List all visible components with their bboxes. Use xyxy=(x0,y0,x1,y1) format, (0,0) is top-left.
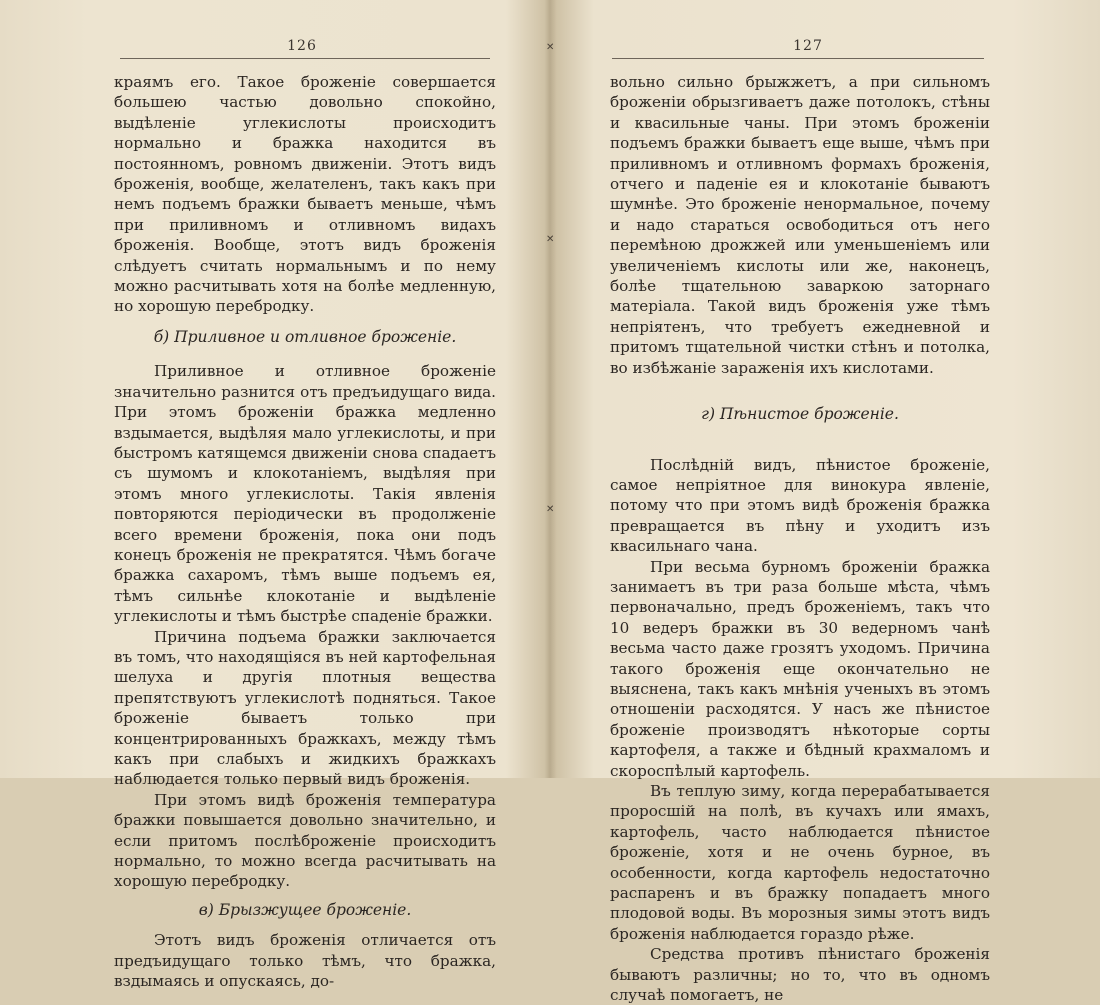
binding-stitch-mark: ✕ xyxy=(546,234,555,245)
paragraph: При этомъ видѣ броженія температура бражки повышается довольно значительно, и если притомъ послѣброженіе происходитъ нормально, то можно всегда расчитывать на хорошую перебродку. xyxy=(114,790,496,891)
paragraph: Приливное и отливное броженіе значительно разнится отъ предъидущаго вида. При этомъ броженіи бражка медленно вздымается, выдѣляя мало углекислоты, и при быстромъ катящемся движеніи снова спадаетъ съ шумомъ и клокотаніемъ, выдѣляя при этомъ много углекислоты. Такія явленія повторяются періодически въ продолженіе всего времени броженія, пока они подъ конецъ броженія не прекратятся. Чѣмъ богаче бражка сахаромъ, тѣмъ выше подъемъ ея, тѣмъ сильнѣе клокотаніе и выдѣленіе углекислоты и тѣмъ быстрѣе спаденіе бражки. xyxy=(114,362,496,626)
header-rule xyxy=(612,58,984,59)
page-number: 127 xyxy=(793,38,823,54)
left-body-text xyxy=(114,72,496,991)
section-heading: в) Брызжущее броженіе. xyxy=(198,900,412,919)
left-page xyxy=(0,0,550,991)
right-page xyxy=(550,0,1100,1005)
binding-stitch-mark: ✕ xyxy=(546,504,555,515)
paragraph: Этотъ видъ броженія отличается отъ предъидущаго только тѣмъ, что бражка, вздымаясь и опускаясь, до- xyxy=(114,931,496,991)
paragraph: краямъ его. Такое броженіе совершается большею частью довольно спокойно, выдѣленіе углекислоты происходитъ нормально и бражка находится въ постоянномъ, ровномъ движеніи. Этотъ видъ броженія, вообще, желателенъ, такъ какъ при немъ подъемъ бражки бываетъ меньше, чѣмъ при приливномъ и отливномъ видахъ броженія. Вообще, этотъ видъ броженія слѣдуетъ считать нормальнымъ и по нему можно расчитывать хотя на болѣе медленную, но хорошую перебродку. xyxy=(114,73,496,316)
paragraph: вольно сильно брыжжетъ, а при сильномъ броженіи обрызгиваетъ даже потолокъ, стѣны и квасильные чаны. При этомъ броженіи подъемъ бражки бываетъ еще выше, чѣмъ при приливномъ и отливномъ формахъ броженія, отчего и паденіе ея и клокотаніе бываютъ шумнѣе. Это броженіе ненормальное, почему и надо стараться освободиться отъ него перемѣною дрожжей или уменьшеніемъ или увеличеніемъ кислоты или же, наконецъ, болѣе тщательною заваркою заторнаго матеріала. Такой видъ броженія уже тѣмъ непріятенъ, что требуетъ ежедневной и притомъ тщательной чистки стѣнъ и потолка, во избѣжаніе зараженія ихъ кислотами. xyxy=(610,73,990,377)
section-heading: г) Пѣнистое броженіе. xyxy=(701,405,899,424)
header-rule xyxy=(120,58,490,59)
binding-stitch-mark: ✕ xyxy=(546,42,555,53)
paragraph: Причина подъема бражки заключается въ томъ, что находящіяся въ ней картофельная шелуха и другія плотныя вещества препятствуютъ углекислотѣ подняться. Такое броженіе бываетъ только при концентрированныхъ бражкахъ, между тѣмъ какъ при слабыхъ и жидкихъ бражкахъ наблюдается только первый видъ броженія. xyxy=(114,627,496,789)
paragraph: При весьма бурномъ броженіи бражка занимаетъ въ три раза больше мѣста, чѣмъ первоначально, предъ броженіемъ, такъ что 10 ведеръ бражки въ 30 ведерномъ чанѣ весьма часто даже грозятъ уходомъ. Причина такого броженія еще окончательно не выяснена, такъ какъ мнѣнія ученыхъ въ этомъ отношеніи расходятся. У насъ же пѣнистое броженіе производятъ нѣкоторые сорты картофеля, а также и бѣдный крахмаломъ и скороспѣлый картофель. xyxy=(610,557,990,780)
right-body-text xyxy=(610,72,990,1005)
page-number: 126 xyxy=(287,38,317,54)
paragraph: Средства противъ пѣнистаго броженія бываютъ различны; но то, что въ одномъ случаѣ помогаетъ, не xyxy=(610,945,990,1005)
paragraph: Послѣдній видъ, пѣнистое броженіе, самое непріятное для винокура явленіе, потому что при этомъ видѣ броженія бражка превращается въ пѣну и уходитъ изъ квасильнаго чана. xyxy=(610,455,990,556)
paragraph: Въ теплую зиму, когда перерабатывается проросшій на полѣ, въ кучахъ или ямахъ, картофель, часто наблюдается пѣнистое броженіе, хотя и не очень бурное, въ особенности, когда картофель недостаточно распаренъ и въ бражку попадаетъ много плодовой воды. Въ морозныя зимы этотъ видъ броженія наблюдается гораздо рѣже. xyxy=(610,782,990,943)
section-heading: б) Приливное и отливное броженіе. xyxy=(153,327,457,346)
